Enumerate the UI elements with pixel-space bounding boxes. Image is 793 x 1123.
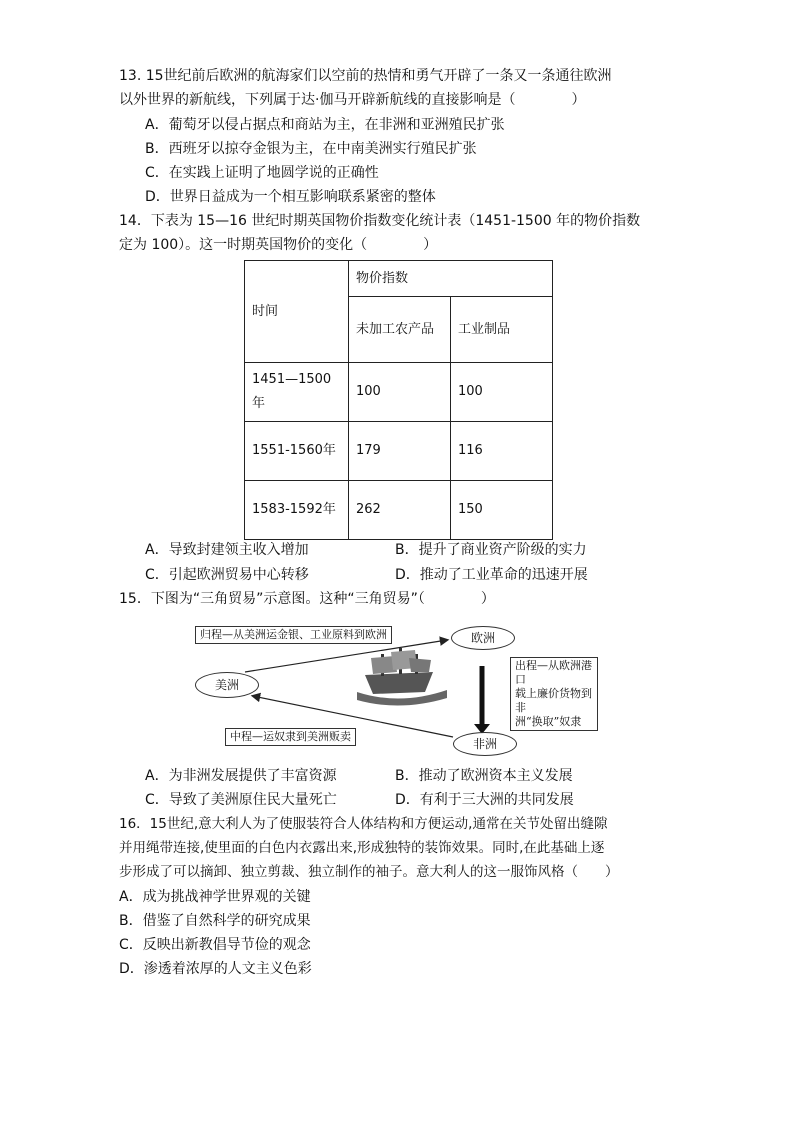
- q13-option-c: C．在实践上证明了地圆学说的正确性: [145, 165, 379, 181]
- return-leg-label: 归程—从美洲运金银、工业原料到欧洲: [195, 626, 392, 644]
- header-price-index: 物价指数: [349, 261, 553, 297]
- q16-stem-line1: 16．15世纪,意大利人为了使服装符合人体结构和方便运动,通常在关节处留出缝隙: [119, 816, 608, 832]
- row-time: 1451—1500年: [245, 363, 349, 422]
- q14-option-b: B．提升了商业资产阶级的实力: [395, 542, 587, 558]
- q13-option-d: D．世界日益成为一个相互影响联系紧密的整体: [145, 189, 436, 205]
- q13-stem-line2: 以外世界的新航线，下列属于达·伽马开辟新航线的直接影响是（ ）: [119, 92, 586, 108]
- q16-stem-line2: 并用绳带连接,使里面的白色内衣露出来,形成独特的装饰效果。同时,在此基础上逐: [119, 840, 605, 856]
- q15-option-c: C．导致了美洲原住民大量死亡: [145, 792, 337, 808]
- middle-leg-label: 中程—运奴隶到美洲贩卖: [225, 728, 356, 746]
- q14-option-c: C．引起欧洲贸易中心转移: [145, 567, 309, 583]
- header-time: 时间: [245, 261, 349, 363]
- q14-option-d: D．推动了工业革命的迅速开展: [395, 567, 588, 583]
- q14-stem-line2: 定为 100）。这一时期英国物价的变化（ ）: [119, 237, 438, 253]
- table-row: [245, 481, 553, 540]
- americas-node: 美洲: [195, 672, 259, 698]
- outbound-leg-line1: 出程—从欧洲港口: [515, 659, 592, 686]
- q13-stem-line1: 13. 15世纪前后欧洲的航海家们以空前的热情和勇气开辟了一条又一条通往欧洲: [119, 68, 612, 84]
- row-agri: 262: [349, 481, 451, 540]
- q16-option-b: B．借鉴了自然科学的研究成果: [119, 913, 311, 929]
- outbound-leg-line2: 载上廉价货物到非: [515, 687, 592, 714]
- q13-option-b: B．西班牙以掠夺金银为主，在中南美洲实行殖民扩张: [145, 141, 477, 157]
- q14-option-a: A．导致封建领主收入增加: [145, 542, 309, 558]
- row-ind: 150: [451, 481, 553, 540]
- africa-node: 非洲: [453, 732, 517, 756]
- ship-icon: [357, 648, 447, 706]
- outbound-leg-label: [510, 657, 598, 731]
- row-agri: 100: [349, 363, 451, 422]
- price-index-table: [244, 260, 553, 540]
- table-row: [245, 422, 553, 481]
- outbound-leg-line3: 洲“换取”奴隶: [515, 715, 582, 728]
- table-row: [245, 363, 553, 422]
- row-ind: 100: [451, 363, 553, 422]
- row-time: 1583-1592年: [245, 481, 349, 540]
- q16-option-d: D．渗透着浓厚的人文主义色彩: [119, 961, 312, 977]
- europe-node: 欧洲: [451, 626, 515, 650]
- q16-option-a: A．成为挑战神学世界观的关键: [119, 889, 311, 905]
- q14-stem-line1: 14．下表为 15—16 世纪时期英国物价指数变化统计表（1451-1500 年的物价指数: [119, 213, 641, 229]
- q15-option-d: D．有利于三大洲的共同发展: [395, 792, 574, 808]
- row-time: 1551-1560年: [245, 422, 349, 481]
- row-ind: 116: [451, 422, 553, 481]
- q16-stem-line3: 步形成了可以摘卸、独立剪裁、独立制作的袖子。意大利人的这一服饰风格（ ）: [119, 864, 619, 880]
- q15-stem: 15．下图为“三角贸易”示意图。这种“三角贸易”（ ）: [119, 591, 495, 607]
- q13-option-a: A．葡萄牙以侵占据点和商站为主，在非洲和亚洲殖民扩张: [145, 117, 505, 133]
- q15-option-a: A．为非洲发展提供了丰富资源: [145, 768, 337, 784]
- triangle-trade-diagram: [185, 620, 615, 760]
- q16-option-c: C．反映出新教倡导节俭的观念: [119, 937, 311, 953]
- header-industrial: 工业制品: [451, 297, 553, 363]
- row-agri: 179: [349, 422, 451, 481]
- header-raw-agri: 未加工农产品: [349, 297, 451, 363]
- q15-option-b: B．推动了欧洲资本主义发展: [395, 768, 573, 784]
